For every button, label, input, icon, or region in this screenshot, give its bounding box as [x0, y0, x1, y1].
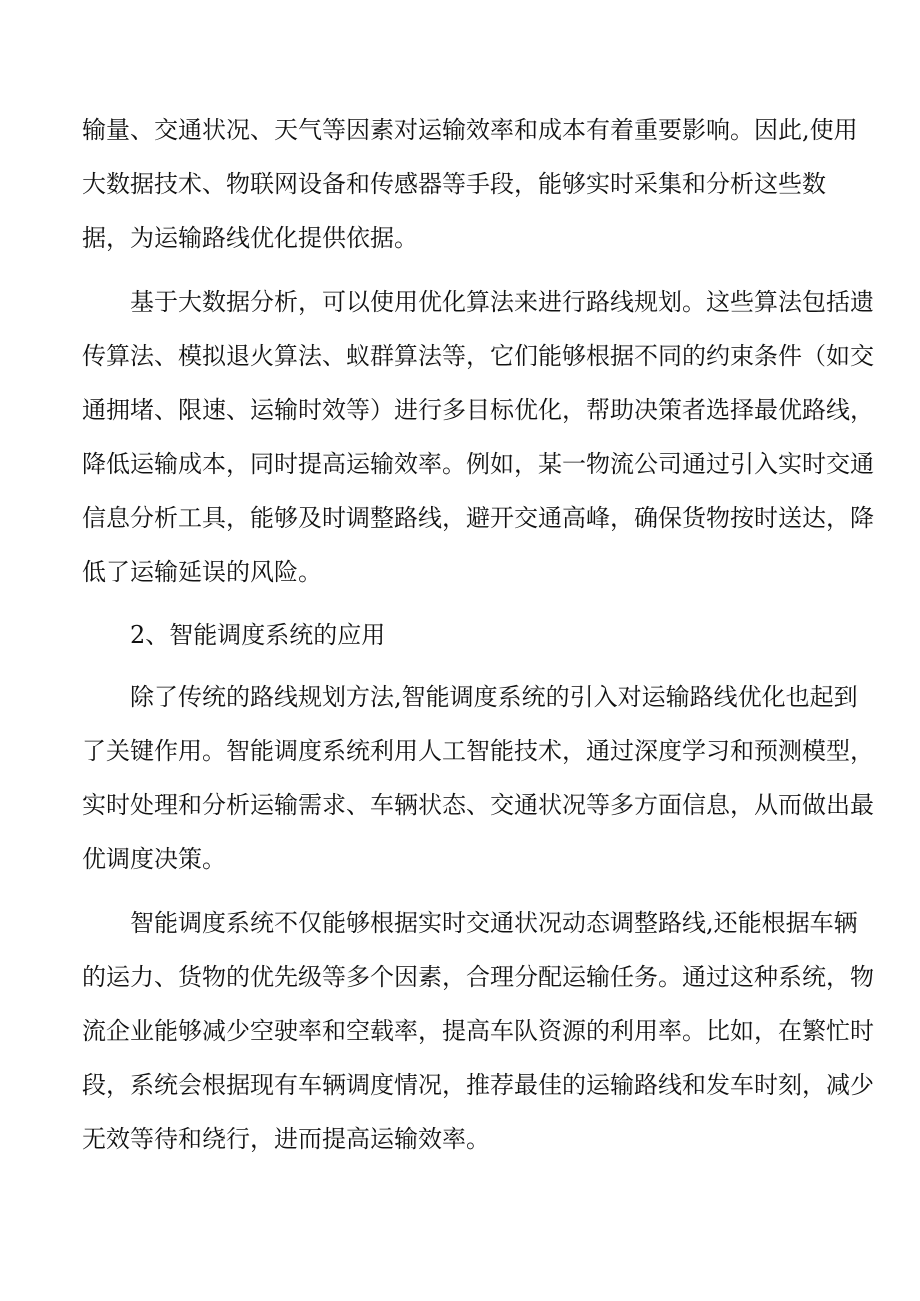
paragraph-3-line-4: 优调度决策。	[82, 845, 226, 873]
paragraph-4-line-3: 流企业能够减少空驶率和空载率，提高车队资源的利用率。比如，在繁忙时	[82, 1017, 874, 1045]
paragraph-2-line-1: 基于大数据分析，可以使用优化算法来进行路线规划。这些算法包括遗	[130, 288, 874, 316]
paragraph-4-line-4: 段，系统会根据现有车辆调度情况，推荐最佳的运输路线和发车时刻，减少	[82, 1071, 874, 1099]
paragraph-3-line-3: 实时处理和分析运输需求、车辆状态、交通状况等多方面信息，从而做出最	[82, 791, 874, 819]
paragraph-3-line-1: 除了传统的路线规划方法,智能调度系统的引入对运输路线优化也起到	[130, 683, 858, 711]
paragraph-1-line-2: 大数据技术、物联网设备和传感器等手段，能够实时采集和分析这些数	[82, 170, 826, 198]
paragraph-1-line-1: 输量、交通状况、天气等因素对运输效率和成本有着重要影响。因此,使用	[82, 116, 858, 144]
paragraph-2-line-6: 低了运输延误的风险。	[82, 558, 322, 586]
paragraph-2-line-3: 通拥堵、限速、运输时效等）进行多目标优化，帮助决策者选择最优路线，	[82, 396, 874, 424]
section-heading: 2、智能调度系统的应用	[130, 621, 386, 649]
paragraph-3-line-2: 了关键作用。智能调度系统利用人工智能技术，通过深度学习和预测模型，	[82, 737, 874, 765]
paragraph-4-line-2: 的运力、货物的优先级等多个因素，合理分配运输任务。通过这种系统，物	[82, 963, 874, 991]
paragraph-2-line-4: 降低运输成本，同时提高运输效率。例如，某一物流公司通过引入实时交通	[82, 450, 874, 478]
paragraph-4-line-5: 无效等待和绕行，进而提高运输效率。	[82, 1125, 490, 1153]
paragraph-1-line-3: 据，为运输路线优化提供依据。	[82, 224, 418, 252]
paragraph-4-line-1: 智能调度系统不仅能够根据实时交通状况动态调整路线,还能根据车辆	[130, 909, 858, 937]
paragraph-2-line-5: 信息分析工具，能够及时调整路线，避开交通高峰，确保货物按时送达，降	[82, 504, 874, 532]
paragraph-2-line-2: 传算法、模拟退火算法、蚁群算法等，它们能够根据不同的约束条件（如交	[82, 342, 874, 370]
